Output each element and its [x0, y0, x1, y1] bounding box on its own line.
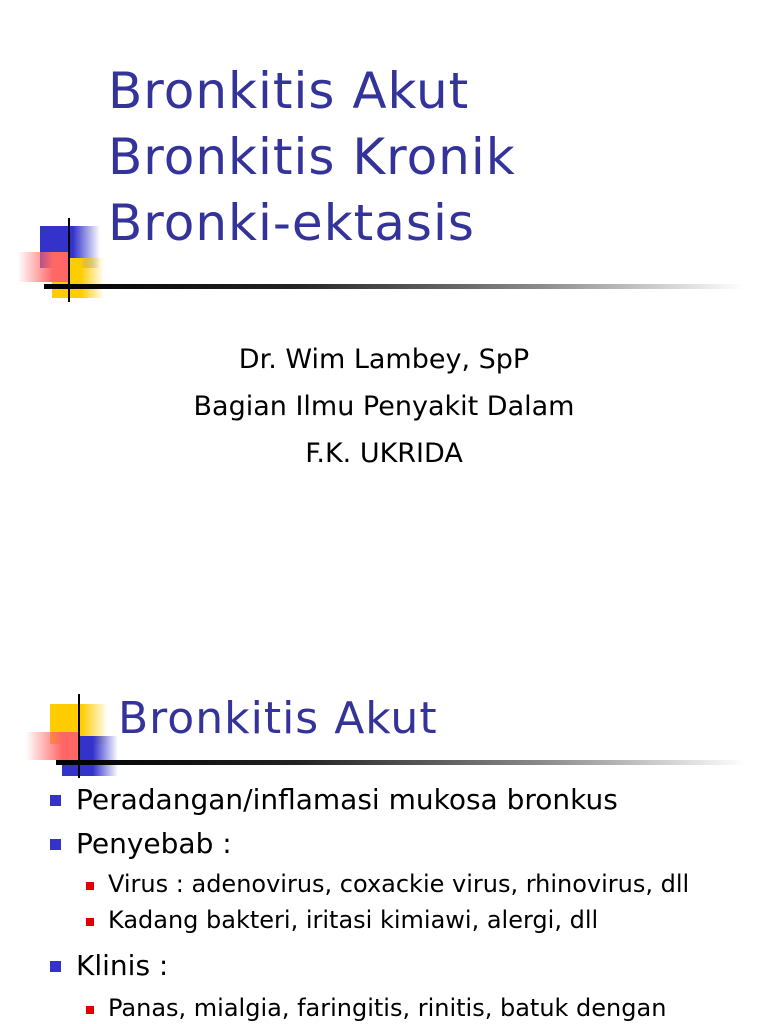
- bullet-text: Klinis :: [76, 949, 169, 982]
- title-underline: [44, 284, 744, 289]
- bullet-square-icon: [86, 1006, 94, 1014]
- title-line-1: Bronkitis Akut: [108, 62, 470, 120]
- list-item: [46, 778, 689, 822]
- list-item: [46, 822, 689, 866]
- bullet-text: Peradangan/inflamasi mukosa bronkus: [76, 783, 618, 816]
- bullet-text: Virus : adenovirus, coxackie virus, rhinovirus, dll: [108, 870, 690, 898]
- bullet-square-icon: [50, 961, 61, 972]
- deco-vertical-line: [78, 694, 80, 778]
- list-item: [46, 990, 689, 1024]
- red-square: [18, 252, 68, 282]
- title-line-2: Bronkitis Kronik: [108, 128, 516, 186]
- deco-vertical-line: [68, 218, 70, 302]
- department-line: Bagian Ilmu Penyakit Dalam: [193, 391, 575, 422]
- red-square: [26, 732, 78, 760]
- bullet-square-icon: [50, 795, 61, 806]
- content-slide: [0, 660, 768, 1024]
- list-item: [46, 866, 689, 902]
- title-line-3: Bronki-ektasis: [108, 194, 475, 252]
- institution-line: F.K. UKRIDA: [305, 438, 463, 469]
- bullet-text: Panas, mialgia, faringitis, rinitis, batuk dengan: [108, 994, 667, 1022]
- bullet-text: Kadang bakteri, iritasi kimiawi, alergi, dll: [108, 906, 599, 934]
- bullet-list: [46, 778, 689, 1024]
- list-item: [46, 944, 689, 988]
- slide-title: Bronkitis Akut: [118, 693, 438, 744]
- list-item: [46, 902, 689, 938]
- bullet-text: Penyebab :: [76, 827, 232, 860]
- bullet-square-icon: [86, 882, 94, 890]
- author-line: Dr. Wim Lambey, SpP: [238, 344, 530, 375]
- bullet-square-icon: [50, 839, 61, 850]
- title-underline: [56, 760, 746, 765]
- bullet-square-icon: [86, 918, 94, 926]
